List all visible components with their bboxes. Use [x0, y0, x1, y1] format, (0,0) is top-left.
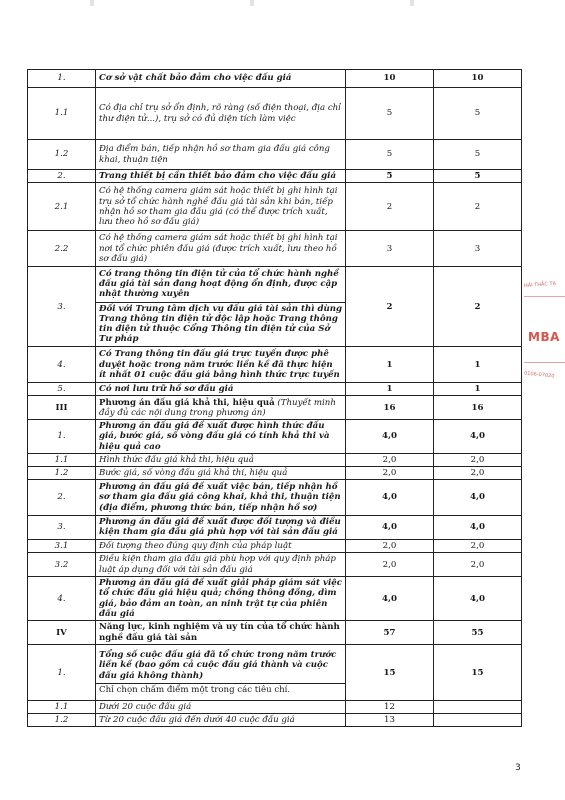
- criterion-cell: [96, 539, 346, 552]
- max-score: 4,0: [346, 479, 434, 515]
- table-row: [28, 231, 522, 267]
- criterion-text: Phương án đấu giá đề xuất được đối tượng và điều kiện tham gia đấu giá phù hợp với tài sản đấu giá: [99, 517, 341, 538]
- scoring-table: [27, 69, 522, 727]
- awarded-score: 1: [434, 383, 522, 396]
- row-number: III: [28, 396, 96, 420]
- criterion-text: Bước giá, số vòng đấu giá khả thi, hiệu quả: [99, 467, 288, 478]
- max-score: 2,0: [346, 466, 434, 479]
- row-number: 5.: [28, 383, 96, 396]
- criterion-cell: [96, 347, 346, 383]
- max-score: 16: [346, 396, 434, 420]
- criterion-cell: [96, 170, 346, 183]
- criterion-cell: [96, 183, 346, 231]
- criterion-text: Hình thức đấu giá khả thi, hiệu quả: [99, 454, 254, 465]
- criterion-text: Có Trang thông tin đấu giá trực tuyến được phê duyệt hoặc trong năm trước liền kề đã thực hiện ít nhất 01 cuộc đấu giá bằng hình thức trực tuyến: [99, 349, 340, 380]
- criterion-cell: [96, 577, 346, 621]
- awarded-score: 55: [434, 621, 522, 645]
- max-score: 2,0: [346, 453, 434, 466]
- criterion-text: Dưới 20 cuộc đấu giá: [99, 702, 192, 713]
- criterion-text: Trang thiết bị cần thiết bảo đảm cho việc đấu giá: [99, 171, 337, 181]
- criterion-cell: [96, 88, 346, 140]
- row-number: 3.2: [28, 553, 96, 577]
- awarded-score: 4,0: [434, 577, 522, 621]
- criterion-cell: [96, 701, 346, 714]
- criterion-text: Phương án đấu giá đề xuất giải pháp giám sát việc tổ chức đấu giá hiệu quả; chống thông đồng, dìm giá, bảo đảm an toàn, an ninh trật tự của phiên đấu giá: [99, 578, 342, 619]
- awarded-score: 2: [434, 267, 522, 347]
- row-number: 4.: [28, 347, 96, 383]
- awarded-score: 2,0: [434, 539, 522, 552]
- table-row: [28, 383, 522, 396]
- criterion-subtext: Đối với Trung tâm dịch vụ đấu giá tài sản thì dùng Trang thông tin điện tử độc lập hoặc Trang thông tin điện tử thuộc Cổng Thông tin điện tử của Sở Tư pháp: [96, 302, 345, 345]
- awarded-score: 15: [434, 645, 522, 701]
- criterion-text: Địa điểm bán, tiếp nhận hồ sơ tham gia đấu giá công khai, thuận tiện: [99, 144, 330, 165]
- max-score: 5: [346, 170, 434, 183]
- criterion-text: Điều kiện tham gia đấu giá phù hợp với quy định pháp luật áp dụng đối với tài sản đấu giá: [99, 554, 336, 575]
- awarded-score: 2,0: [434, 553, 522, 577]
- criterion-text: Tổng số cuộc đấu giá đã tổ chức trong năm trước liền kề (bao gồm cả cuộc đấu giá thành và cuộc đấu giá không thành): [99, 650, 337, 681]
- scoring-table-body: [28, 70, 522, 727]
- max-score: 4,0: [346, 420, 434, 453]
- row-number: 2.: [28, 170, 96, 183]
- criterion-text: Có hệ thống camera giám sát hoặc thiết bị ghi hình tại nơi tổ chức phiên đấu giá (được trích xuất, lưu theo hồ sơ đấu giá): [99, 233, 338, 264]
- criterion-text: Phương án đấu giá đề xuất được hình thức đấu giá, bước giá, số vòng đấu giá có tính khả thi và hiệu quả cao: [99, 421, 330, 452]
- awarded-score: 16: [434, 396, 522, 420]
- row-number: 1.1: [28, 453, 96, 466]
- awarded-score: 2: [434, 183, 522, 231]
- criterion-cell: [96, 383, 346, 396]
- row-number: 2.2: [28, 231, 96, 267]
- max-score: 2,0: [346, 539, 434, 552]
- row-number: 1.: [28, 70, 96, 88]
- awarded-score: 3: [434, 231, 522, 267]
- max-score: 3: [346, 231, 434, 267]
- criterion-cell: [96, 714, 346, 727]
- row-number: 1.: [28, 645, 96, 701]
- max-score: 13: [346, 714, 434, 727]
- awarded-score: 5: [434, 88, 522, 140]
- row-number: 1.2: [28, 714, 96, 727]
- row-number: 3.1: [28, 539, 96, 552]
- awarded-score: 5: [434, 140, 522, 170]
- max-score: 1: [346, 383, 434, 396]
- table-row: [28, 621, 522, 645]
- criterion-text: Đối tượng theo đúng quy định của pháp luật: [99, 540, 292, 551]
- table-row: [28, 420, 522, 453]
- stamp-divider: [524, 362, 565, 363]
- table-row: [28, 267, 522, 347]
- max-score: 2,0: [346, 553, 434, 577]
- criterion-cell: [96, 621, 346, 645]
- criterion-cell: [96, 515, 346, 539]
- awarded-score: 4,0: [434, 515, 522, 539]
- row-number: 3.: [28, 515, 96, 539]
- table-row: [28, 183, 522, 231]
- row-number: IV: [28, 621, 96, 645]
- criterion-text: Từ 20 cuộc đấu giá đến dưới 40 cuộc đấu giá: [99, 715, 295, 726]
- table-row: [28, 88, 522, 140]
- stamp-logo: MBA: [528, 330, 560, 344]
- criterion-text: Năng lực, kinh nghiệm và uy tín của tổ chức hành nghề đấu giá tài sản: [99, 622, 340, 643]
- criterion-subtext: Chỉ chọn chấm điểm một trong các tiêu chí.: [96, 683, 345, 695]
- table-row: [28, 577, 522, 621]
- table-row: [28, 645, 522, 701]
- max-score: 4,0: [346, 577, 434, 621]
- table-row: [28, 396, 522, 420]
- awarded-score: 10: [434, 70, 522, 88]
- criterion-text: Có địa chỉ trụ sở ổn định, rõ ràng (số điện thoại, địa chỉ thư điện tử...), trụ sở có đủ diện tích làm việc: [99, 103, 341, 124]
- criterion-cell: [96, 645, 346, 701]
- criterion-cell: [96, 453, 346, 466]
- max-score: 1: [346, 347, 434, 383]
- row-number: 3.: [28, 267, 96, 347]
- max-score: 2: [346, 183, 434, 231]
- criterion-cell: [96, 396, 346, 420]
- table-row: [28, 140, 522, 170]
- criterion-cell: [96, 70, 346, 88]
- stamp-divider: [524, 296, 565, 297]
- row-number: 2.1: [28, 183, 96, 231]
- row-number: 1.1: [28, 701, 96, 714]
- awarded-score: 4,0: [434, 479, 522, 515]
- criterion-cell: [96, 231, 346, 267]
- stamp-arc-text-bottom: 0106-07020: [523, 370, 555, 380]
- criterion-text: Có trang thông tin điện tử của tổ chức hành nghề đấu giá tài sản đang hoạt động ổn định, được cập nhật thường xuyên: [99, 269, 339, 300]
- criterion-cell: [96, 420, 346, 453]
- criterion-cell: [96, 140, 346, 170]
- criterion-text: Có nơi lưu trữ hồ sơ đấu giá: [99, 384, 234, 395]
- criterion-cell: [96, 553, 346, 577]
- page-number: 3: [515, 763, 521, 773]
- max-score: 5: [346, 140, 434, 170]
- table-row: [28, 453, 522, 466]
- stamp-arc-text-top: HẢI THẮC TẠ: [523, 280, 557, 290]
- max-score: 4,0: [346, 515, 434, 539]
- criterion-text: Cơ sở vật chất bảo đảm cho việc đấu giá: [99, 73, 292, 84]
- row-number: 1.1: [28, 88, 96, 140]
- awarded-score: 4,0: [434, 420, 522, 453]
- top-scan-marks: [0, 0, 565, 6]
- max-score: 5: [346, 88, 434, 140]
- table-row: [28, 170, 522, 183]
- table-row: [28, 539, 522, 552]
- max-score: 15: [346, 645, 434, 701]
- awarded-score: 2,0: [434, 453, 522, 466]
- table-row: [28, 479, 522, 515]
- table-row: [28, 714, 522, 727]
- row-number: 1.: [28, 420, 96, 453]
- criterion-text: Phương án đấu giá đề xuất việc bán, tiếp nhận hồ sơ tham gia đấu giá công khai, khả thi, thuận tiện (địa điểm, phương thức bán, tiếp nhận hồ sơ): [99, 482, 341, 513]
- awarded-score: 2,0: [434, 466, 522, 479]
- max-score: 10: [346, 70, 434, 88]
- table-row: [28, 701, 522, 714]
- criterion-cell: [96, 466, 346, 479]
- awarded-score: [434, 701, 522, 714]
- criterion-text: Phương án đấu giá khả thi, hiệu quả: [99, 397, 275, 408]
- row-number: 1.2: [28, 140, 96, 170]
- max-score: 57: [346, 621, 434, 645]
- row-number: 4.: [28, 577, 96, 621]
- criterion-cell: [96, 479, 346, 515]
- max-score: 2: [346, 267, 434, 347]
- awarded-score: 5: [434, 170, 522, 183]
- max-score: 12: [346, 701, 434, 714]
- table-row: [28, 466, 522, 479]
- criterion-note: (Thuyết minh đầy đủ các nội dung trong phương án): [99, 397, 336, 418]
- table-row: [28, 553, 522, 577]
- awarded-score: 1: [434, 347, 522, 383]
- red-stamp: [524, 282, 565, 392]
- criterion-cell: [96, 267, 346, 347]
- row-number: 1.2: [28, 466, 96, 479]
- table-row: [28, 70, 522, 88]
- awarded-score: [434, 714, 522, 727]
- table-row: [28, 347, 522, 383]
- row-number: 2.: [28, 479, 96, 515]
- criterion-text: Có hệ thống camera giám sát hoặc thiết bị ghi hình tại trụ sở tổ chức hành nghề đấu giá tài sản khi bán, tiếp nhận hồ sơ tham gia đấu giá (có thể được trích xuất, lưu theo hồ sơ đấu giá): [99, 186, 338, 227]
- table-row: [28, 515, 522, 539]
